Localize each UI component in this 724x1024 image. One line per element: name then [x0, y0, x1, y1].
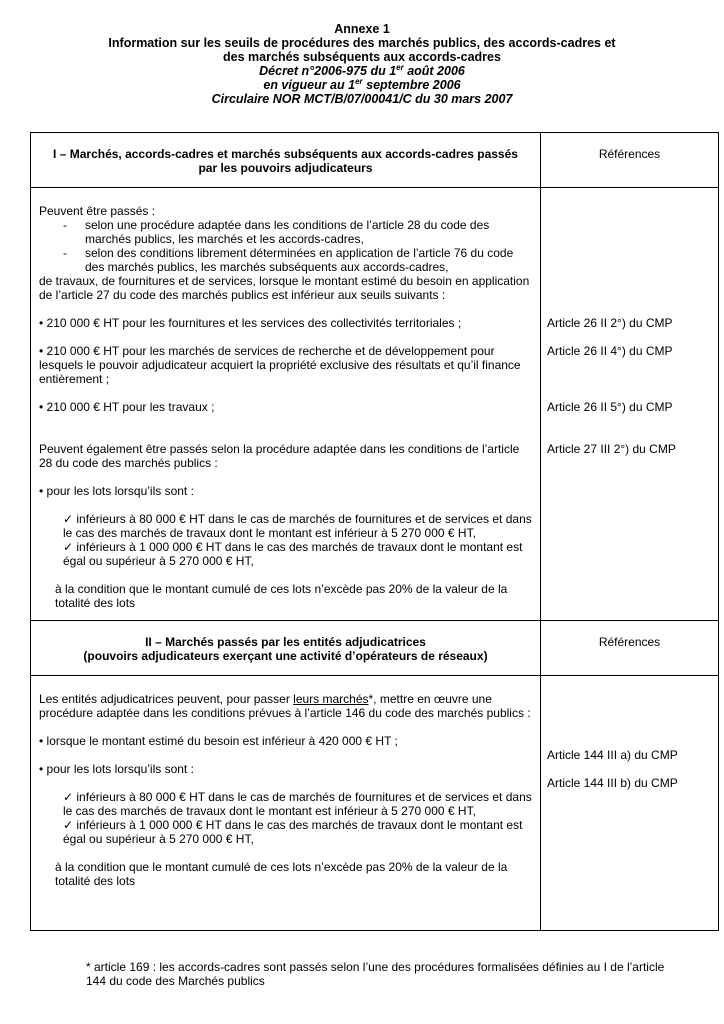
dash-item: - selon une procédure adaptée dans les conditions de l’article 28 du code des marchés publics, les marchés et les accords-cadres, — [63, 218, 490, 246]
section1-body-row — [31, 188, 719, 621]
reference-item: Article 144 III b) du CMP — [547, 776, 678, 790]
check-item: ✓ inférieurs à 80 000 € HT dans le cas de marchés de fournitures et de services et dans le cas des marchés de travaux dont le montant est inférieur à 5 270 000 € HT, — [63, 790, 532, 818]
bullet-item: • lorsque le montant estimé du besoin est inférieur à 420 000 € HT ; — [39, 734, 398, 748]
doc-title-line1: Information sur les seuils de procédures des marchés publics, des accords-cadres et — [108, 36, 616, 50]
bullet-item: • 210 000 € HT pour les marchés de services de recherche et de développement pour lesquels le pouvoir adjudicateur acquiert la propriété exclusive des résultats et qu’il finance entièrement ; — [39, 344, 521, 386]
section1-header-row — [31, 133, 719, 188]
document-header — [30, 22, 694, 106]
reference-item: Article 26 II 5°) du CMP — [547, 400, 673, 414]
annex-title: Annexe 1 — [334, 22, 390, 36]
section1-references — [541, 188, 719, 621]
paragraph: Peuvent également être passés selon la procédure adaptée dans les conditions de l’article 28 du code des marchés publics : — [39, 442, 520, 470]
effective-date-line: en vigueur au 1er septembre 2006 — [263, 76, 461, 92]
intro-end-text: de travaux, de fournitures et de services, lorsque le montant estimé du besoin en application de l’article 27 du code des marchés publics est inférieur aux seuils suivants : — [39, 274, 530, 302]
section1-title: I – Marchés, accords-cadres et marchés subséquents aux accords-cadres passés par les pouvoirs adjudicateurs — [31, 133, 541, 188]
section2-header-row — [31, 621, 719, 676]
section2-title: II – Marchés passés par les entités adjudicatrices (pouvoirs adjudicateurs exerçant une activité d’opérateurs de réseaux) — [31, 621, 541, 676]
reference-item: Article 144 III a) du CMP — [547, 748, 678, 762]
intro-text: Peuvent être passés : — [39, 204, 156, 218]
bullet-item: • 210 000 € HT pour les fournitures et les services des collectivités territoriales ; — [39, 316, 462, 330]
check-item: ✓ inférieurs à 1 000 000 € HT dans le cas des marchés de travaux dont le montant est égal ou supérieur à 5 270 000 € HT, — [63, 818, 523, 846]
doc-title-line2: des marchés subséquents aux accords-cadres — [223, 50, 501, 64]
section2-content — [31, 676, 541, 931]
bullet-item: • 210 000 € HT pour les travaux ; — [39, 400, 215, 414]
section1-references-header: Références — [541, 133, 719, 188]
section1-content — [31, 188, 541, 621]
decree-line: Décret n°2006-975 du 1er août 2006 — [259, 62, 465, 78]
circular-line: Circulaire NOR MCT/B/07/00041/C du 30 mars 2007 — [211, 92, 513, 106]
reference-item: Article 26 II 2°) du CMP — [547, 316, 673, 330]
bullet-item: • pour les lots lorsqu’ils sont : — [39, 484, 194, 498]
check-item: ✓ inférieurs à 1 000 000 € HT dans le cas des marchés de travaux dont le montant est égal ou supérieur à 5 270 000 € HT, — [63, 540, 523, 568]
bullet-item: • pour les lots lorsqu’ils sont : — [39, 762, 194, 776]
intro-text: Les entités adjudicatrices peuvent, pour passer leurs marchés*, mettre en œuvre une procédure adaptée dans les conditions prévues à l’article 146 du code des marchés publics : — [39, 692, 531, 720]
condition-text: à la condition que le montant cumulé de ces lots n’excède pas 20% de la valeur de la totalité des lots — [55, 860, 508, 888]
reference-item: Article 26 II 4°) du CMP — [547, 344, 673, 358]
section2-references-header: Références — [541, 621, 719, 676]
thresholds-table — [30, 132, 719, 931]
reference-item: Article 27 III 2°) du CMP — [547, 442, 676, 456]
footnote: * article 169 : les accords-cadres sont passés selon l’une des procédures formalisées définies au I de l’article 144 du code des Marchés publics — [86, 960, 665, 988]
condition-text: à la condition que le montant cumulé de ces lots n’excède pas 20% de la valeur de la totalité des lots — [55, 582, 508, 610]
section2-references — [541, 676, 719, 931]
section2-body-row — [31, 676, 719, 931]
check-item: ✓ inférieurs à 80 000 € HT dans le cas de marchés de fournitures et de services et dans le cas des marchés de travaux dont le montant est inférieur à 5 270 000 € HT, — [63, 512, 532, 540]
dash-item: - selon des conditions librement déterminées en application de l’article 76 du code des marchés publics, les marchés subséquents aux accords-cadres, — [63, 246, 514, 274]
